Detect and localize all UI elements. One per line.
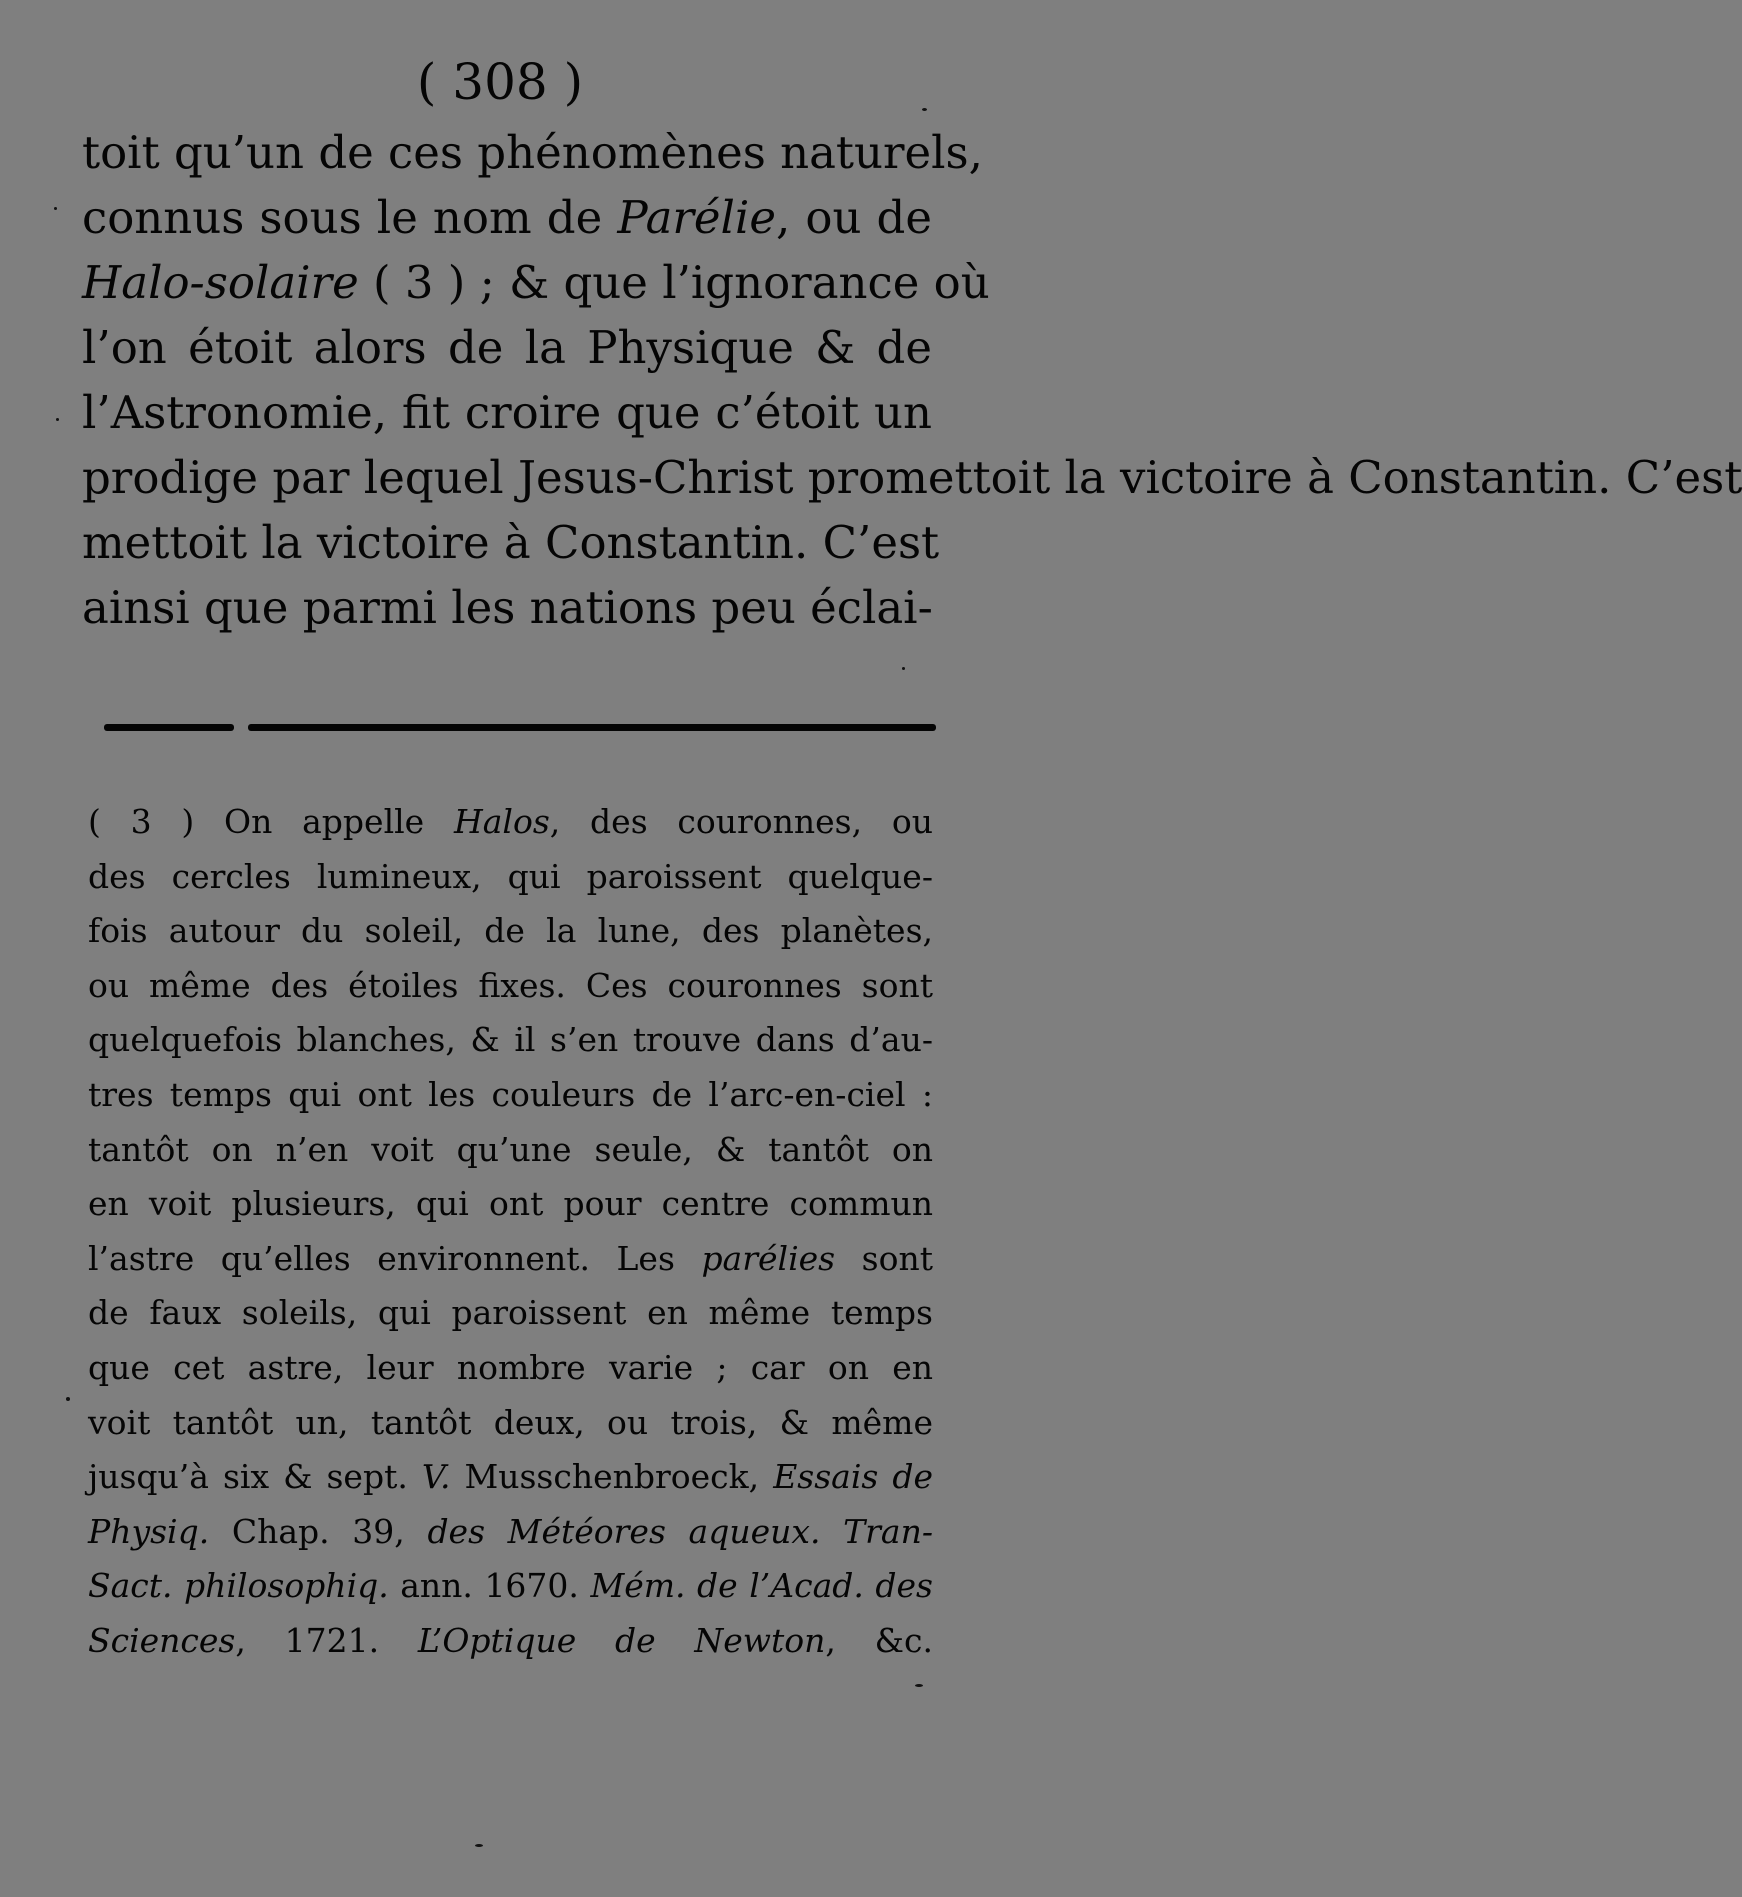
main-text [82,120,1742,640]
footnote-line-10-text: de faux soleils, qui paroissent en même temps [88,1293,933,1333]
paper-speck [915,1684,923,1687]
footnote-line-16-italic-sciences: Sciences [88,1620,236,1660]
footnote-line-13-text-a: jusqu’à six & sept. [88,1457,422,1497]
footnote-line-1 [88,795,933,850]
footnote-line-1-text-b: , des couronnes, ou [549,802,933,841]
paper-speck [54,207,57,210]
footnote-line-13 [88,1450,933,1505]
paper-speck [922,108,927,111]
footnote-line-2 [88,850,933,905]
footnote-line-3 [88,904,933,959]
main-line-4 [82,315,932,380]
footnote-line-5 [88,1013,933,1068]
footnote-line-11 [88,1341,933,1396]
paper-speck [902,667,905,670]
footnote-line-15 [88,1559,933,1614]
main-line-6 [82,445,1742,510]
main-line-5 [82,380,932,445]
main-line-1 [82,120,983,185]
main-line-7-text: mettoit la victoire à Constantin. C’est [82,516,940,569]
footnote-rule-left [104,724,234,731]
main-line-8 [82,575,932,640]
footnote-line-16-italic-optique: L’Optique de Newton [417,1620,826,1660]
main-line-2-text-b: , ou de [775,191,932,244]
footnote-line-4 [88,959,933,1014]
footnote-line-6-text: tres temps qui ont les couleurs de l’arc-en-ciel : [88,1074,933,1114]
footnote-line-10 [88,1286,933,1341]
footnote-line-9-text-a: l’astre qu’elles environnent. Les [88,1238,702,1278]
footnote-line-13-italic-v: V. [421,1457,451,1497]
main-line-2-italic-parelie: Parélie [617,191,776,244]
footnote [88,795,933,1669]
paper-speck [475,1844,483,1847]
main-line-3-text: ( 3 ) ; & que l’ignorance où [358,256,990,309]
footnote-line-2-text: des cercles lumineux, qui paroissent quelque- [88,856,933,896]
footnote-line-6 [88,1068,933,1123]
main-line-2 [82,185,932,250]
main-line-7 [82,510,940,575]
footnote-line-14-italic-meteores: des Météores aqueux. Tran- [427,1511,933,1551]
footnote-line-1-italic-halos: Halos [453,802,550,841]
main-line-2-text-a: connus sous le nom de [82,191,618,244]
main-line-1-text: toit qu’un de ces phénomènes naturels, [82,126,983,179]
footnote-line-16-text-a: , 1721. [235,1620,418,1660]
footnote-line-15-italic-memoires: Mém. de l’Acad. des [590,1566,933,1606]
footnote-rule-right [248,724,936,731]
main-line-8-text: ainsi que parmi les nations peu éclai- [82,581,933,634]
footnote-line-3-text: fois autour du soleil, de la lune, des planètes, [88,911,933,951]
main-line-5-text: l’Astronomie, fit croire que c’étoit un [82,386,932,439]
page-number: ( 308 ) [416,53,584,111]
footnote-line-4-text: ou même des étoiles fixes. Ces couronnes sont [88,965,933,1005]
footnote-line-5-text: quelquefois blanches, & il s’en trouve dans d’au- [88,1020,933,1060]
footnote-line-16-text-b: , &c. [825,1620,934,1660]
footnote-line-16 [88,1614,933,1669]
paper-speck [56,418,59,421]
footnote-line-9 [88,1232,933,1287]
footnote-line-12-text: voit tantôt un, tantôt deux, ou trois, & même [88,1402,933,1442]
footnote-line-14-italic-physiq: Physiq. [88,1511,210,1551]
main-line-3 [82,250,990,315]
paper-speck [66,1397,70,1401]
footnote-line-15-text: ann. 1670. [388,1566,591,1606]
footnote-line-8 [88,1177,933,1232]
footnote-line-15-italic-transact: Sact. philosophiq. [88,1566,389,1606]
footnote-line-7-text: tantôt on n’en voit qu’une seule, & tantôt on [88,1129,933,1169]
main-line-3-italic-halo-solaire: Halo-solaire [82,256,359,309]
footnote-line-13-text-b: Musschenbroeck, [450,1457,774,1497]
footnote-line-1-text-a: ( 3 ) On appelle [88,802,454,841]
main-line-4-text: l’on étoit alors de la Physique & de [82,321,932,374]
footnote-line-12 [88,1396,933,1451]
footnote-line-14-text: Chap. 39, [209,1511,428,1551]
footnote-line-11-text: que cet astre, leur nombre varie ; car on en [88,1347,933,1387]
footnote-line-13-italic-essais: Essais de [773,1457,933,1497]
footnote-line-14 [88,1505,933,1560]
footnote-line-9-italic-parelies: parélies [701,1238,836,1278]
footnote-line-8-text: en voit plusieurs, qui ont pour centre commun [88,1184,933,1224]
footnote-line-7 [88,1123,933,1178]
footnote-line-9-text-b: sont [835,1238,933,1278]
main-line-6-text: prodige par lequel Jesus-Christ promettoit la victoire à Constantin. C’est [82,451,1742,504]
